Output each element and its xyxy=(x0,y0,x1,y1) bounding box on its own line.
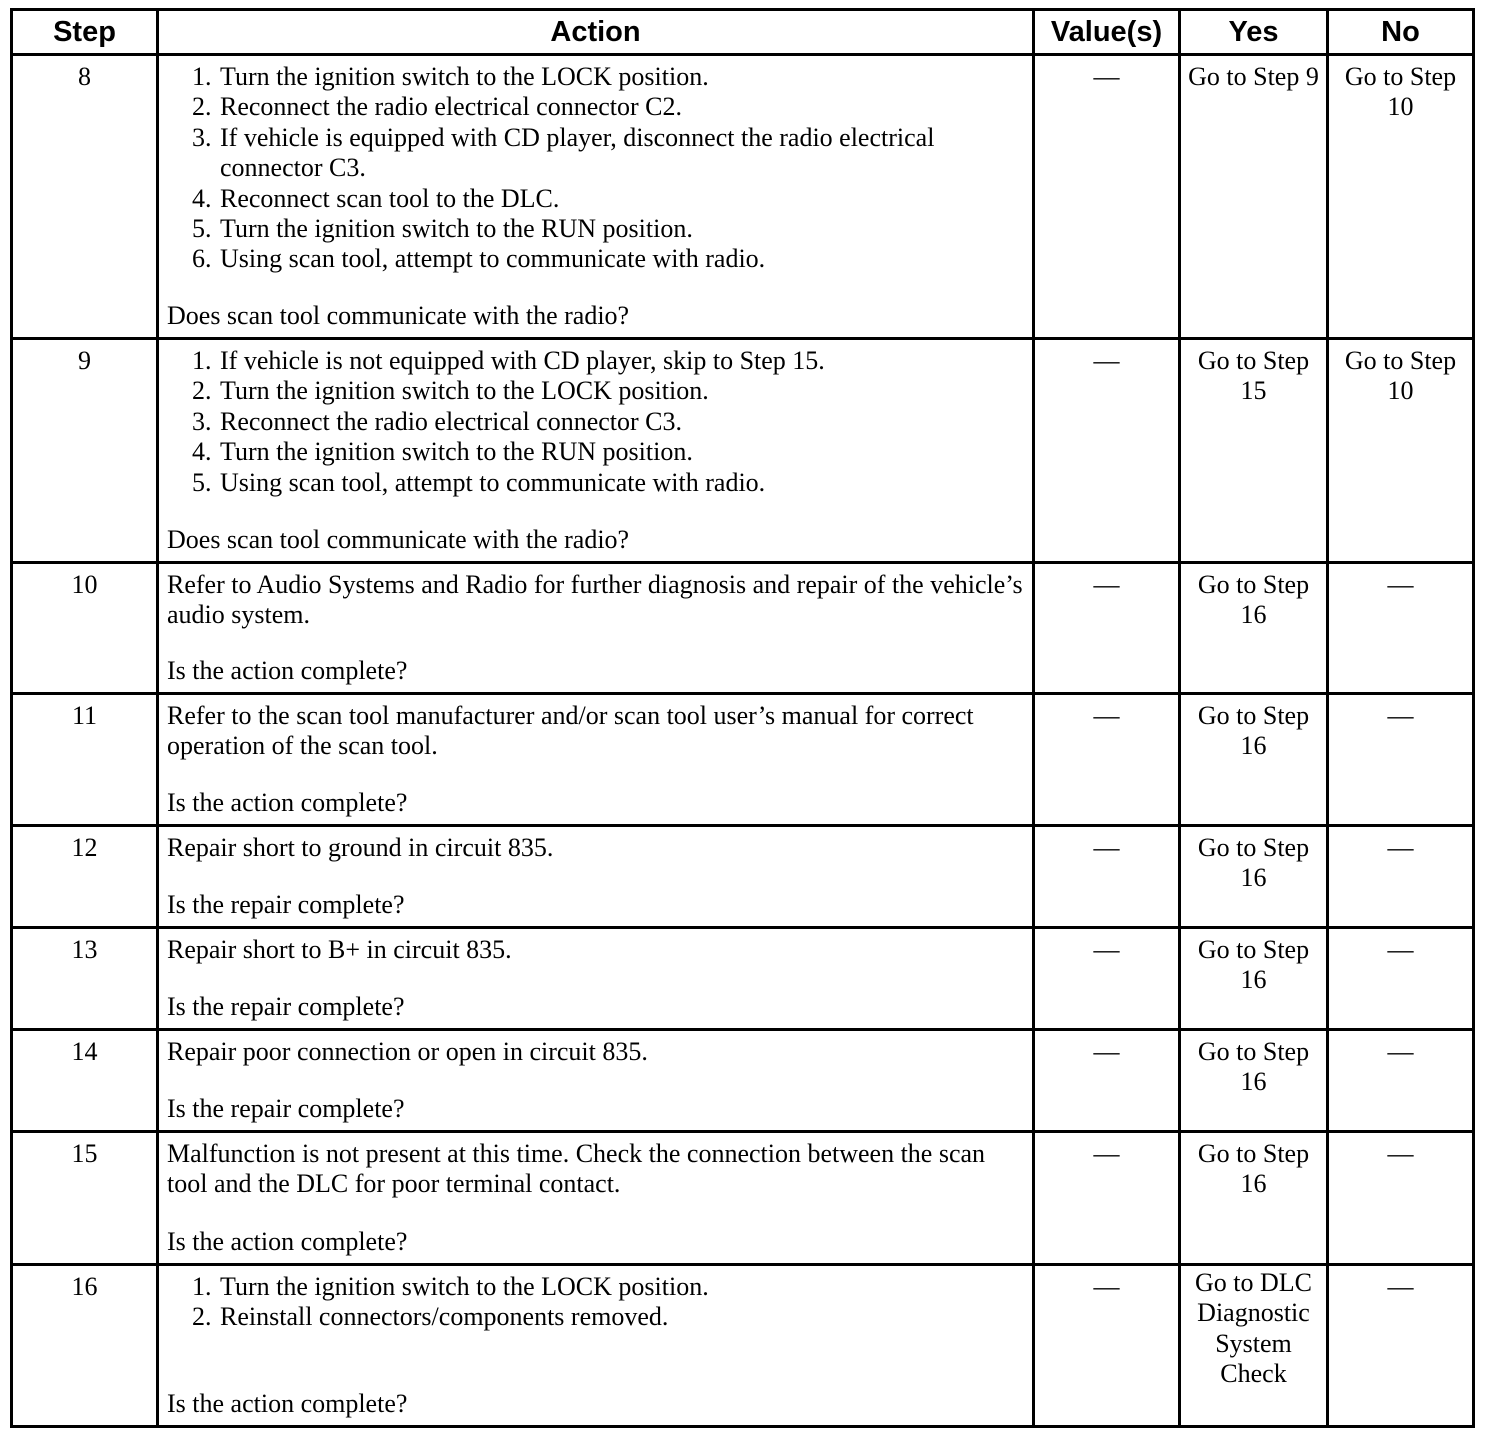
action-cell xyxy=(158,1132,1034,1265)
step-number: 12 xyxy=(12,826,158,928)
action-list xyxy=(167,1272,1026,1333)
diagnostic-table-wrapper xyxy=(10,8,1472,1428)
list-item: Turn the ignition switch to the LOCK position. xyxy=(220,1272,709,1301)
value-cell: — xyxy=(1034,1265,1180,1427)
action-cell xyxy=(158,55,1034,339)
value-cell: — xyxy=(1034,55,1180,339)
action-question: Is the action complete? xyxy=(167,1388,408,1418)
list-item: Turn the ignition switch to the RUN position. xyxy=(220,214,693,244)
list-item: Reconnect the radio electrical connector C2. xyxy=(220,92,683,122)
action-text: Malfunction is not present at this time. Check the connection between the scan tool and the DLC for poor terminal contact. xyxy=(167,1139,986,1199)
action-cell xyxy=(158,563,1034,694)
yes-cell: Go to Step 15 xyxy=(1180,339,1328,563)
action-question: Is the action complete? xyxy=(167,655,408,685)
action-content xyxy=(167,62,1026,331)
step-number: 13 xyxy=(12,928,158,1030)
table-row xyxy=(12,55,1474,339)
no-cell: — xyxy=(1328,826,1474,928)
action-cell xyxy=(158,1265,1034,1427)
action-text: Repair short to B+ in circuit 835. xyxy=(167,935,512,964)
action-text: Refer to Audio Systems and Radio for further diagnosis and repair of the vehicle’s audio system. xyxy=(167,570,1023,630)
yes-cell: Go to Step 16 xyxy=(1180,928,1328,1030)
no-cell: — xyxy=(1328,928,1474,1030)
step-number: 9 xyxy=(12,339,158,563)
yes-cell: Go to Step 16 xyxy=(1180,563,1328,694)
value-cell: — xyxy=(1034,694,1180,826)
action-question: Is the repair complete? xyxy=(167,1093,405,1123)
value-cell: — xyxy=(1034,1132,1180,1265)
header-yes: Yes xyxy=(1180,10,1328,55)
table-row xyxy=(12,1030,1474,1132)
action-cell xyxy=(158,339,1034,563)
list-item: Using scan tool, attempt to communicate with radio. xyxy=(220,467,766,497)
yes-cell: Go to Step 16 xyxy=(1180,694,1328,826)
no-cell: — xyxy=(1328,694,1474,826)
list-item: Turn the ignition switch to the LOCK position. xyxy=(220,376,709,406)
action-text: Repair poor connection or open in circuit 835. xyxy=(167,1037,648,1066)
list-item: Turn the ignition switch to the LOCK position. xyxy=(220,62,709,91)
action-content xyxy=(167,1037,1026,1124)
yes-cell: Go to Step 9 xyxy=(1180,55,1328,339)
table-row xyxy=(12,694,1474,826)
table-row xyxy=(12,339,1474,563)
list-item: If vehicle is equipped with CD player, disconnect the radio electrical connector C3. xyxy=(220,122,935,183)
yes-cell: Go to Step 16 xyxy=(1180,1030,1328,1132)
step-number: 11 xyxy=(12,694,158,826)
step-number: 15 xyxy=(12,1132,158,1265)
action-question: Does scan tool communicate with the radio? xyxy=(167,300,630,330)
list-item: If vehicle is not equipped with CD player, skip to Step 15. xyxy=(220,346,825,375)
action-cell xyxy=(158,1030,1034,1132)
list-item: Reconnect the radio electrical connector C3. xyxy=(220,406,683,436)
header-action: Action xyxy=(158,10,1034,55)
step-number: 8 xyxy=(12,55,158,339)
action-content xyxy=(167,935,1026,1022)
action-list xyxy=(167,62,1026,275)
header-row xyxy=(12,10,1474,55)
table-row xyxy=(12,1265,1474,1427)
action-content xyxy=(167,701,1026,818)
list-item: Reinstall connectors/components removed. xyxy=(220,1302,669,1332)
yes-cell: Go to Step 16 xyxy=(1180,826,1328,928)
step-number: 14 xyxy=(12,1030,158,1132)
value-cell: — xyxy=(1034,1030,1180,1132)
action-cell xyxy=(158,694,1034,826)
no-cell: — xyxy=(1328,1132,1474,1265)
value-cell: — xyxy=(1034,339,1180,563)
action-content xyxy=(167,833,1026,920)
no-cell: Go to Step 10 xyxy=(1328,339,1474,563)
header-no: No xyxy=(1328,10,1474,55)
list-item: Turn the ignition switch to the RUN position. xyxy=(220,437,693,467)
header-step: Step xyxy=(12,10,158,55)
table-row xyxy=(12,563,1474,694)
table-row xyxy=(12,1132,1474,1265)
diagnostic-table xyxy=(10,8,1475,1428)
action-cell xyxy=(158,928,1034,1030)
step-number: 10 xyxy=(12,563,158,694)
value-cell: — xyxy=(1034,826,1180,928)
action-list xyxy=(167,346,1026,498)
action-text: Repair short to ground in circuit 835. xyxy=(167,833,554,862)
list-item: Reconnect scan tool to the DLC. xyxy=(220,183,560,213)
action-cell xyxy=(158,826,1034,928)
yes-cell: Go to DLC Diagnostic System Check xyxy=(1180,1265,1328,1427)
step-number: 16 xyxy=(12,1265,158,1427)
action-question: Does scan tool communicate with the radio? xyxy=(167,524,630,554)
table-row xyxy=(12,826,1474,928)
action-question: Is the action complete? xyxy=(167,787,408,817)
value-cell: — xyxy=(1034,928,1180,1030)
action-text: Refer to the scan tool manufacturer and/or scan tool user’s manual for correct operation of the scan tool. xyxy=(167,701,974,761)
action-question: Is the repair complete? xyxy=(167,991,405,1021)
no-cell: Go to Step 10 xyxy=(1328,55,1474,339)
table-row xyxy=(12,928,1474,1030)
no-cell: — xyxy=(1328,1030,1474,1132)
action-content xyxy=(167,1272,1026,1419)
action-question: Is the repair complete? xyxy=(167,889,405,919)
action-content xyxy=(167,570,1026,686)
no-cell: — xyxy=(1328,1265,1474,1427)
list-item: Using scan tool, attempt to communicate with radio. xyxy=(220,244,766,274)
action-question: Is the action complete? xyxy=(167,1226,408,1256)
no-cell: — xyxy=(1328,563,1474,694)
action-content xyxy=(167,1139,1026,1257)
action-content xyxy=(167,346,1026,555)
header-value: Value(s) xyxy=(1034,10,1180,55)
yes-cell: Go to Step 16 xyxy=(1180,1132,1328,1265)
value-cell: — xyxy=(1034,563,1180,694)
